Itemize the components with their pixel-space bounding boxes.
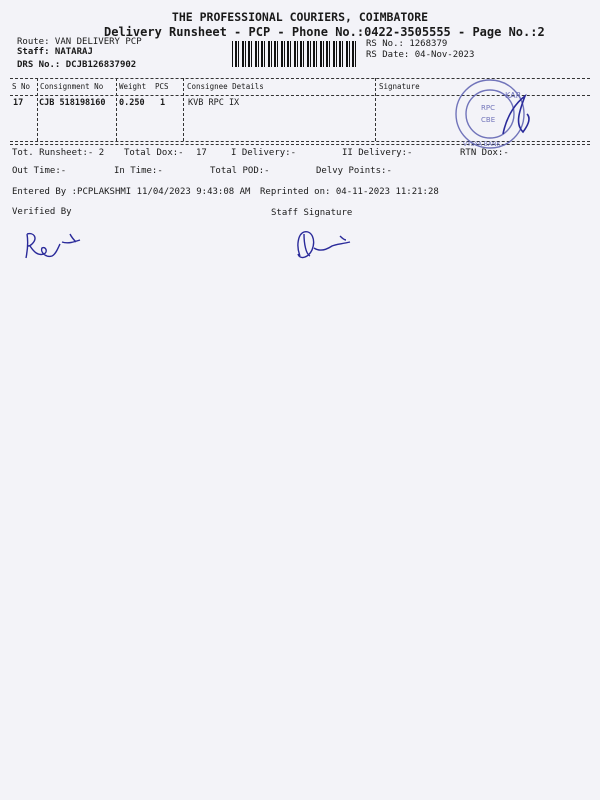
col-header-consignee: Consignee Details: [187, 82, 264, 91]
col-divider: [37, 78, 38, 141]
row-consignment-no: CJB 518198160: [39, 98, 106, 108]
in-time: In Time:-: [114, 166, 163, 176]
tot-runsheet: Tot. Runsheet:- 2: [12, 148, 105, 158]
col-divider: [375, 78, 376, 141]
stamp-text: CBE: [481, 116, 496, 124]
col-header-sno: S No: [12, 82, 31, 91]
rs-date: RS Date: 04-Nov-2023: [366, 50, 475, 60]
col-header-pcs: PCS: [155, 82, 169, 91]
row-weight: 0.250: [119, 98, 145, 108]
row-consignee: KVB RPC IX: [188, 98, 240, 108]
i-delivery: I Delivery:-: [231, 148, 297, 158]
verified-by-signature: [18, 228, 88, 268]
runsheet-title: Delivery Runsheet - PCP - Phone No.:0422-3505555 - Page No.:2: [104, 25, 545, 39]
total-pod: Total POD:-: [210, 166, 270, 176]
staff-text: Staff: NATARAJ: [17, 47, 93, 57]
verified-by-label: Verified By: [12, 207, 72, 217]
row-pcs: 1: [160, 98, 166, 108]
col-header-consignment: Consignment No: [40, 82, 104, 91]
rs-number: RS No.: 1268379: [366, 39, 448, 49]
company-name: THE PROFESSIONAL COURIERS, COIMBATORE: [171, 10, 429, 24]
stamp-text: RPC: [481, 104, 495, 112]
rtn-dox: RTN Dox:-: [460, 148, 509, 158]
stamp-text: VYSYA BANK: [463, 141, 501, 148]
reprinted-on: Reprinted on: 04-11-2023 11:21:28: [260, 187, 439, 197]
route-text: Route: VAN DELIVERY PCP: [17, 37, 142, 47]
ii-delivery: II Delivery:-: [342, 148, 413, 158]
staff-signature: [290, 226, 360, 266]
signature-scribble: [503, 96, 529, 134]
entered-by: Entered By :PCPLAKSHMI 11/04/2023 9:43:08 AM: [12, 187, 251, 197]
staff-signature-label: Staff Signature: [271, 208, 353, 218]
total-dox-value: 17: [196, 148, 207, 158]
bank-stamp: [445, 74, 535, 154]
col-divider: [116, 78, 117, 141]
row-sno: 17: [13, 98, 24, 108]
col-divider: [183, 78, 184, 141]
col-header-weight: Weight: [119, 82, 147, 91]
total-dox-label: Total Dox:-: [124, 148, 184, 158]
delvy-points: Delvy Points:-: [316, 166, 392, 176]
barcode: [232, 41, 356, 67]
col-header-signature: Signature: [379, 82, 420, 91]
stamp-text: KAR: [505, 91, 522, 100]
drs-number: DRS No.: DCJB126837902: [17, 60, 137, 70]
out-time: Out Time:-: [12, 166, 67, 176]
